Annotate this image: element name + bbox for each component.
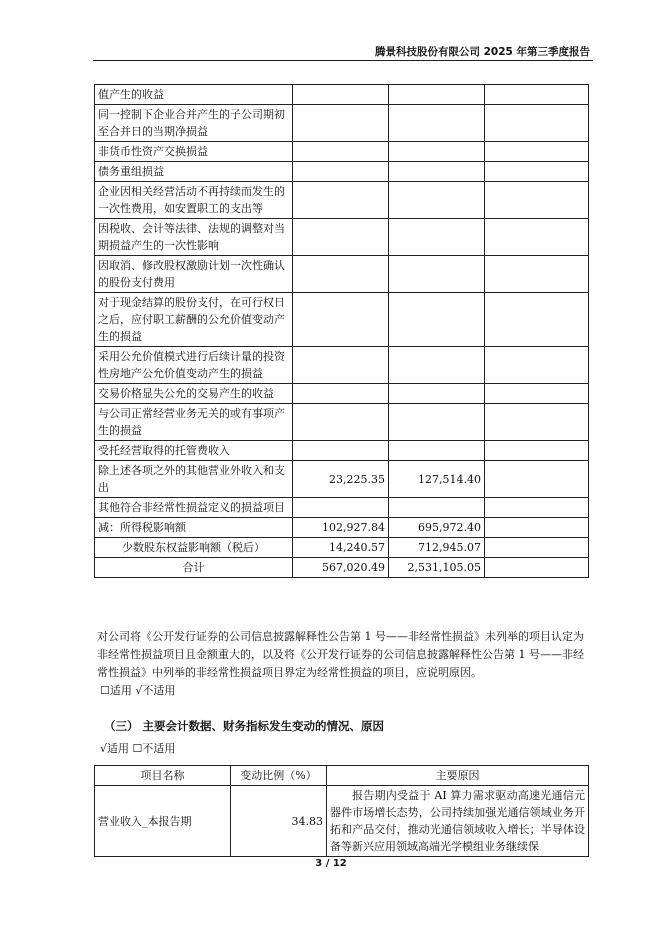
section-3-heading: （三） 主要会计数据、财务指标发生变动的情况、原因 <box>104 719 385 733</box>
value-cell: 102,927.84 <box>293 518 389 538</box>
value-cell <box>485 105 589 142</box>
page-header: 腾景科技股份有限公司 2025 年第三季度报告 <box>374 46 590 58</box>
table-row <box>95 219 589 256</box>
row-label-cell: 对于现金结算的股份支付，在可行权日之后，应付职工薪酬的公允价值变动产生的损益 <box>95 293 293 347</box>
value-cell: 127,514.40 <box>389 461 485 498</box>
page-number: 3 / 12 <box>315 858 347 869</box>
value-cell <box>389 105 485 142</box>
non-recurring-gains-table <box>94 84 589 578</box>
value-cell <box>389 182 485 219</box>
table-row <box>95 85 589 105</box>
column-header: 变动比例（%） <box>231 766 327 786</box>
value-cell: 14,240.57 <box>293 538 389 558</box>
value-cell: 2,531,105.05 <box>389 558 485 578</box>
row-label-cell: 合计 <box>95 558 293 578</box>
name-cell: 营业收入_本报告期 <box>95 786 231 857</box>
value-cell <box>485 85 589 105</box>
table-row <box>95 786 589 857</box>
value-cell <box>485 518 589 538</box>
note-paragraph: 对公司将《公开发行证券的公司信息披露解释性公告第 1 号——非经常性损益》未列举的项目认定为非经常性损益项目且金额重大的，以及将《公开发行证券的公司信息披露解释性公告第 1 号——非经常性损益》中列举的非经常性损益项目界定为经常性损益的项目，应说明原因。 <box>97 630 584 679</box>
value-cell <box>485 441 589 461</box>
table-header-row <box>95 766 589 786</box>
table-row <box>95 293 589 347</box>
value-cell <box>389 441 485 461</box>
table-row <box>95 404 589 441</box>
value-cell <box>293 347 389 384</box>
value-cell <box>389 256 485 293</box>
value-cell <box>485 142 589 162</box>
value-cell: 695,972.40 <box>389 518 485 538</box>
ratio-cell: 34.83 <box>231 786 327 857</box>
value-cell: 567,020.49 <box>293 558 389 578</box>
value-cell <box>293 293 389 347</box>
value-cell <box>389 404 485 441</box>
value-cell <box>389 347 485 384</box>
value-cell <box>485 538 589 558</box>
value-cell <box>485 219 589 256</box>
value-cell <box>485 182 589 219</box>
row-label-cell: 与公司正常经营业务无关的或有事项产生的损益 <box>95 404 293 441</box>
change-reasons-table <box>94 765 589 857</box>
table-row <box>95 461 589 498</box>
row-label-cell: 采用公允价值模式进行后续计量的投资性房地产公允价值变动产生的损益 <box>95 347 293 384</box>
row-label-cell: 少数股东权益影响额（税后） <box>95 538 293 558</box>
value-cell <box>293 85 389 105</box>
section-3-applicability-options: √适用 ☐不适用 <box>100 742 176 755</box>
row-label-cell: 同一控制下企业合并产生的子公司期初至合并日的当期净损益 <box>95 105 293 142</box>
table-row <box>95 518 589 538</box>
value-cell <box>293 182 389 219</box>
column-header: 主要原因 <box>327 766 589 786</box>
value-cell <box>293 441 389 461</box>
table-row <box>95 105 589 142</box>
value-cell <box>293 105 389 142</box>
row-label-cell: 值产生的收益 <box>95 85 293 105</box>
value-cell <box>485 293 589 347</box>
value-cell: 712,945.07 <box>389 538 485 558</box>
row-label-cell: 其他符合非经常性损益定义的损益项目 <box>95 498 293 518</box>
table-row <box>95 538 589 558</box>
table-row <box>95 441 589 461</box>
value-cell <box>485 384 589 404</box>
value-cell <box>389 384 485 404</box>
table-row <box>95 498 589 518</box>
value-cell <box>389 293 485 347</box>
row-label-cell: 企业因相关经营活动不再持续而发生的一次性费用，如安置职工的支出等 <box>95 182 293 219</box>
value-cell <box>293 384 389 404</box>
value-cell <box>293 219 389 256</box>
value-cell <box>293 498 389 518</box>
header-divider <box>93 60 593 61</box>
row-label-cell: 减：所得税影响额 <box>95 518 293 538</box>
value-cell <box>485 498 589 518</box>
reason-cell: 报告期内受益于 AI 算力需求驱动高速光通信元器件市场增长态势，公司持续加强光通信领域业务开拓和产品交付，推动光通信领域收入增长；半导体设备等新兴应用领域高端光学模组业务继续保 <box>327 786 589 857</box>
table-row <box>95 142 589 162</box>
value-cell <box>485 404 589 441</box>
table-row <box>95 347 589 384</box>
value-cell <box>485 256 589 293</box>
note-applicability-options: ☐适用 √不适用 <box>100 684 176 697</box>
row-label-cell: 因税收、会计等法律、法规的调整对当期损益产生的一次性影响 <box>95 219 293 256</box>
table-row <box>95 384 589 404</box>
value-cell <box>485 162 589 182</box>
table-row <box>95 182 589 219</box>
value-cell <box>389 85 485 105</box>
row-label-cell: 交易价格显失公允的交易产生的收益 <box>95 384 293 404</box>
table-row <box>95 162 589 182</box>
row-label-cell: 除上述各项之外的其他营业外收入和支出 <box>95 461 293 498</box>
value-cell <box>389 498 485 518</box>
value-cell <box>389 162 485 182</box>
row-label-cell: 债务重组损益 <box>95 162 293 182</box>
value-cell <box>389 219 485 256</box>
value-cell <box>293 404 389 441</box>
value-cell <box>389 142 485 162</box>
row-label-cell: 受托经营取得的托管费收入 <box>95 441 293 461</box>
row-label-cell: 因取消、修改股权激励计划一次性确认的股份支付费用 <box>95 256 293 293</box>
value-cell <box>293 256 389 293</box>
column-header: 项目名称 <box>95 766 231 786</box>
value-cell <box>293 162 389 182</box>
value-cell <box>485 461 589 498</box>
row-label-cell: 非货币性资产交换损益 <box>95 142 293 162</box>
value-cell <box>485 347 589 384</box>
table-row <box>95 558 589 578</box>
table-row <box>95 256 589 293</box>
value-cell: 23,225.35 <box>293 461 389 498</box>
value-cell <box>293 142 389 162</box>
value-cell <box>485 558 589 578</box>
